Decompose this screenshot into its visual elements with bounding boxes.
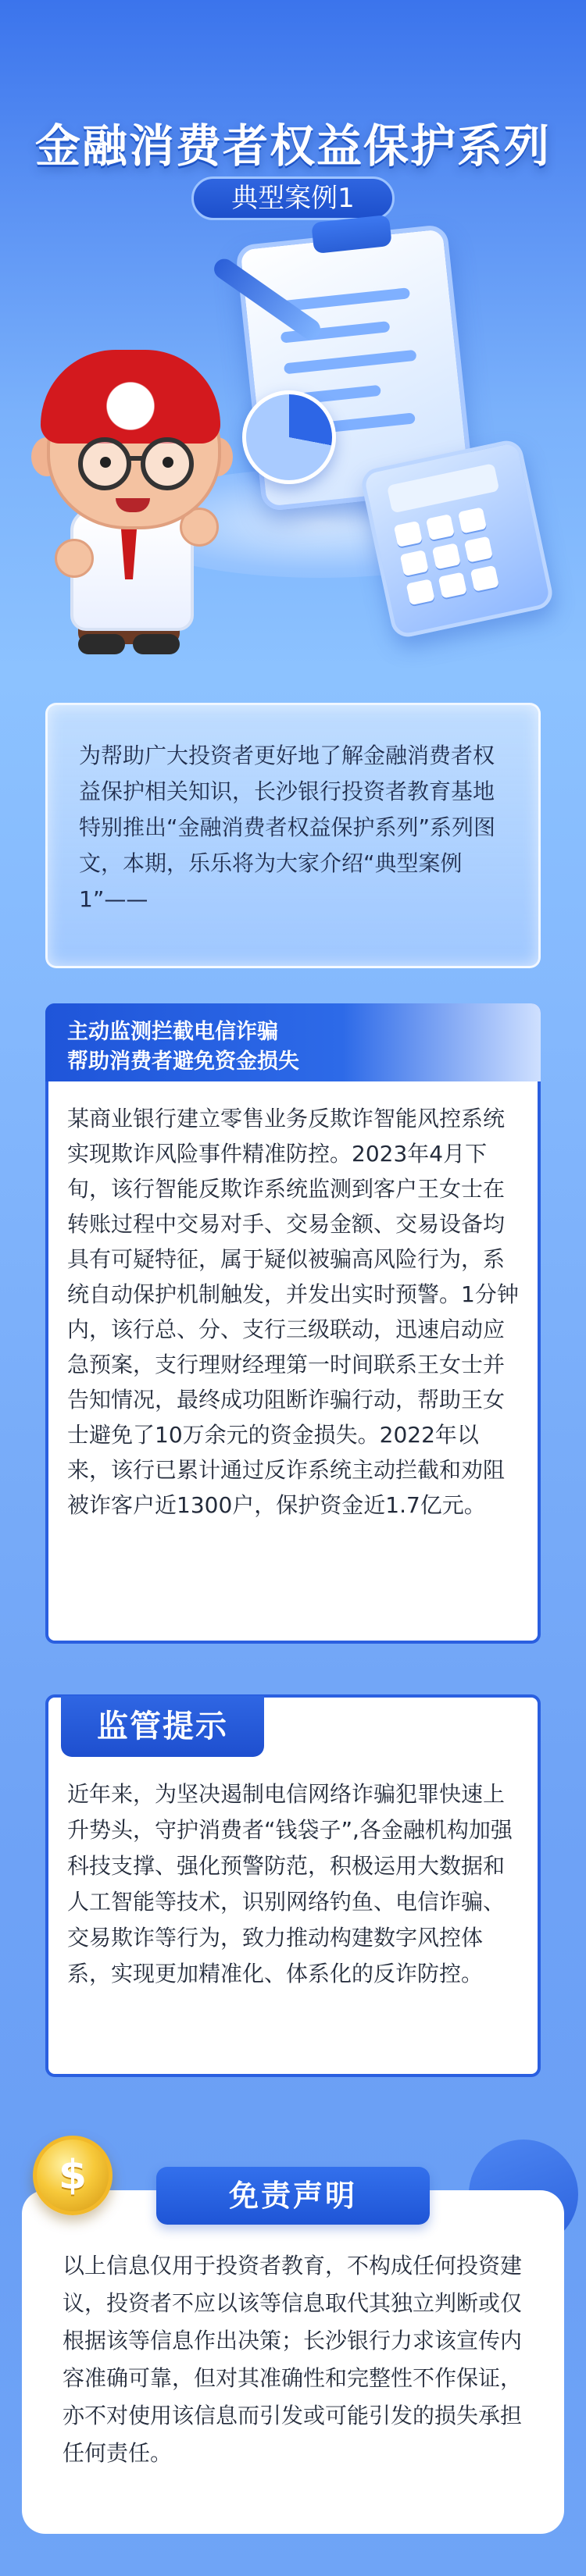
pie-chart-icon [242,390,336,484]
case-body-text: 某商业银行建立零售业务反欺诈智能风控系统实现欺诈风险事件精准防控。2023年4月下旬，该行智能反欺诈系统监测到客户王女士在转账过程中交易对手、交易金额、交易设备均具有可疑特征，属于疑似被骗高风险行为，系统自动保护机制触发，并发出实时预警。1分钟内，该行总、分、支行三级联动，迅速启动应急预案，支行理财经理第一时间联系王女士并告知情况，最终成功阻断诈骗行动，帮助王女士避免了10万余元的资金损失。2022年以来，该行已累计通过反诈系统主动拦截和劝阻被诈客户近1300户，保护资金近1.7亿元。 [67,1106,519,1518]
case-heading-line1: 主动监测拦截电信诈骗 [67,1020,278,1044]
subtitle-badge: 典型案例1 [191,176,395,220]
regulation-tab-label: 监管提示 [61,1696,264,1757]
calculator-icon [359,438,555,640]
case-heading [45,1003,541,1081]
intro-text: 为帮助广大投资者更好地了解金融消费者权益保护相关知识，长沙银行投资者教育基地特别推出“金融消费者权益保护系列”系列图文，本期，乐乐将为大家介绍“典型案例1”—— [79,743,496,912]
disclaimer-tab-label: 免责声明 [156,2167,430,2225]
page-title: 金融消费者权益保护系列 [34,119,551,173]
intro-card [45,703,541,968]
regulation-body-text: 近年来，为坚决遏制电信网络诈骗犯罪快速上升势头，守护消费者“钱袋子”,各金融机构加强科技支撑、强化预警防范，积极运用大数据和人工智能等技术，识别网络钓鱼、电信诈骗、交易欺诈等行为，致力推动构建数字风控体系，实现更加精准化、体系化的反诈防控。 [67,1781,513,1986]
coin-icon: $ [33,2136,113,2215]
case-heading-line2: 帮助消费者避免资金损失 [67,1049,299,1074]
disclaimer-body-text: 以上信息仅用于投资者教育，不构成任何投资建议，投资者不应以该等信息取代其独立判断或仅根据该等信息作出决策；长沙银行力求该宣传内容准确可靠，但对其准确性和完整性不作保证，亦不对使用该信息而引发或可能引发的损失承担任何责任。 [63,2253,523,2466]
